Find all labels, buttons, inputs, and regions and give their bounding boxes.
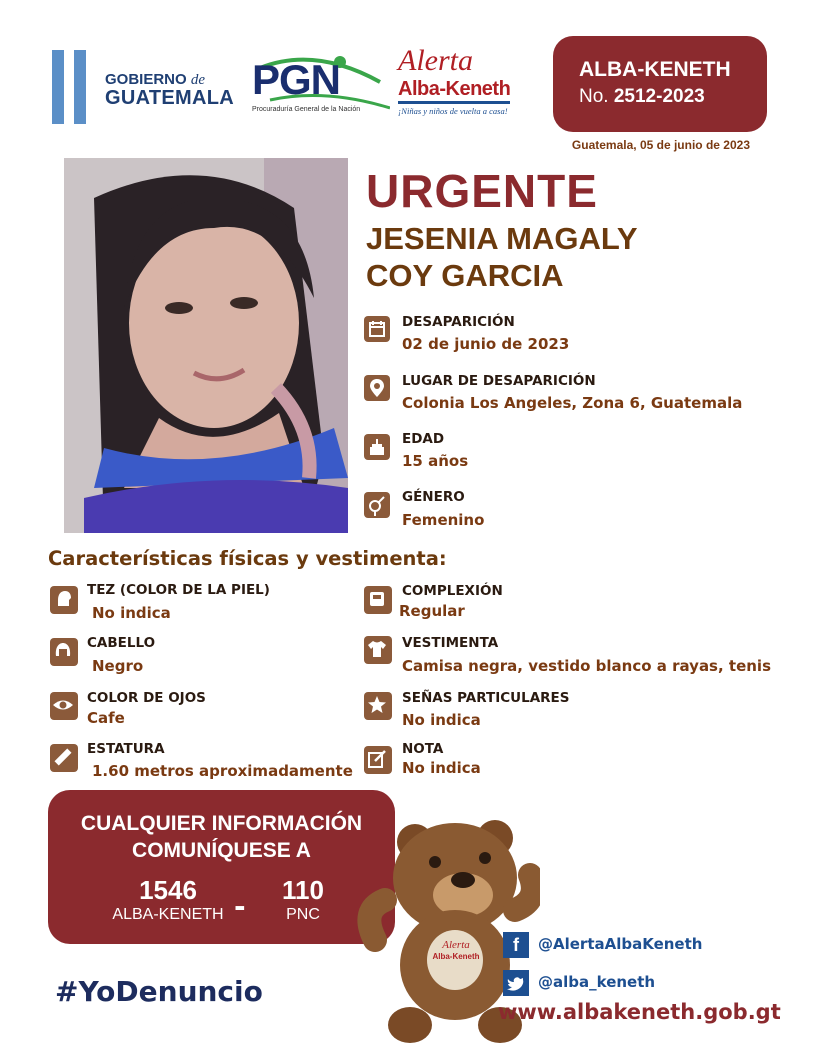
char-label-clothing: VESTIMENTA: [402, 635, 499, 651]
char-value-eyes: Cafe: [87, 709, 125, 727]
alerta-alba-keneth-logo: [396, 44, 536, 120]
scale-icon: [364, 586, 392, 614]
gov-line1: GOBIERNO: [105, 71, 191, 88]
hotline-number-alba-keneth[interactable]: 1546: [139, 875, 197, 905]
mascot-badge-line1: Alerta: [442, 939, 470, 951]
website-link[interactable]: www.albakeneth.gob.gt: [498, 1000, 781, 1024]
missing-person-photo: [64, 158, 348, 533]
detail-label-location: LUGAR DE DESAPARICIÓN: [402, 373, 596, 389]
hair-icon: [50, 638, 78, 666]
facebook-icon[interactable]: f: [503, 932, 529, 958]
pgn-word: PGN: [252, 56, 341, 103]
person-name: [366, 220, 796, 294]
char-value-build: Regular: [399, 602, 465, 620]
gender-icon: [364, 492, 390, 518]
case-title: ALBA-KENETH: [579, 58, 731, 81]
urgent-heading: URGENTE: [366, 165, 598, 217]
detail-label-gender: GÉNERO: [402, 489, 465, 505]
name-line-1: JESENIA MAGALY: [366, 221, 638, 256]
facebook-handle[interactable]: @AlertaAlbaKeneth: [538, 935, 703, 953]
case-no-prefix: No.: [579, 86, 614, 107]
alerta-tagline: ¡Niñas y niños de vuelta a casa!: [398, 106, 508, 116]
gov-line1-de: de: [190, 72, 206, 88]
twitter-icon[interactable]: [503, 970, 529, 996]
star-icon: [364, 692, 392, 720]
characteristics-heading: Características físicas y vestimenta:: [48, 547, 447, 570]
calendar-icon: [364, 316, 390, 342]
mascot-badge: [431, 940, 481, 962]
eye-icon: [50, 692, 78, 720]
char-value-height: 1.60 metros aproximadamente: [92, 762, 353, 780]
portrait-illustration: [64, 158, 348, 533]
cake-icon: [364, 434, 390, 460]
location-pin-icon: [364, 375, 390, 401]
char-value-marks: No indica: [402, 711, 481, 729]
detail-value-disappearance: 02 de junio de 2023: [402, 335, 570, 353]
detail-label-disappearance: DESAPARICIÓN: [402, 314, 515, 330]
char-label-build: COMPLEXIÓN: [402, 583, 503, 599]
name-line-2: COY GARCIA: [366, 258, 564, 293]
alerta-word: Alerta: [398, 44, 473, 77]
pgn-subtitle: Procuraduría General de la Nación: [252, 106, 361, 113]
issue-date: Guatemala, 05 de junio de 2023: [571, 138, 750, 152]
detail-label-age: EDAD: [402, 431, 445, 447]
char-value-hair: Negro: [92, 657, 144, 675]
char-value-clothing: Camisa negra, vestido blanco a rayas, tenis: [402, 657, 772, 675]
char-label-height: ESTATURA: [87, 741, 165, 757]
gov-line2: GUATEMALA: [105, 87, 234, 109]
char-label-hair: CABELLO: [87, 635, 156, 651]
contact-line-2: COMUNÍQUESE A: [132, 839, 311, 862]
hashtag: #YoDenuncio: [55, 975, 263, 1008]
case-number-box: [553, 36, 767, 132]
char-value-note: No indica: [402, 759, 481, 777]
ruler-icon: [50, 744, 78, 772]
shirt-icon: [364, 636, 392, 664]
case-number: 2512-2023: [613, 86, 705, 107]
pgn-logo: [240, 48, 390, 118]
contact-info-box: [48, 790, 395, 944]
char-label-note: NOTA: [402, 741, 444, 757]
char-label-skin: TEZ (COLOR DE LA PIEL): [87, 582, 270, 598]
mascot-badge-line2: Alba-Keneth: [432, 952, 480, 961]
hotline-number-pnc[interactable]: 110: [282, 875, 324, 905]
note-icon: [364, 746, 392, 774]
char-value-skin: No indica: [92, 604, 171, 622]
detail-value-location: Colonia Los Angeles, Zona 6, Guatemala: [402, 394, 743, 412]
government-logo-text: [105, 72, 234, 108]
char-label-eyes: COLOR DE OJOS: [87, 690, 206, 706]
head-icon: [50, 586, 78, 614]
hotline-org-pnc: PNC: [286, 906, 320, 923]
detail-value-gender: Femenino: [402, 511, 485, 529]
alerta-brand: Alba-Keneth: [398, 78, 510, 104]
hotline-separator: -: [234, 890, 246, 923]
contact-line-1: CUALQUIER INFORMACIÓN: [80, 812, 363, 835]
char-label-marks: SEÑAS PARTICULARES: [402, 690, 570, 706]
detail-value-age: 15 años: [402, 452, 469, 470]
hotline-org-alba-keneth: ALBA-KENETH: [112, 906, 224, 923]
twitter-handle[interactable]: @alba_keneth: [538, 973, 656, 991]
government-logo-bars: [52, 50, 92, 124]
